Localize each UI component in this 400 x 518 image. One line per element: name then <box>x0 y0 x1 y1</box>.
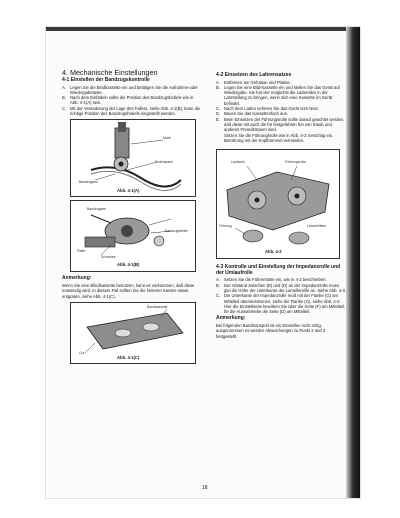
list-4-1 <box>62 85 202 117</box>
figure-caption: Abb. 4-1(A) <box>117 188 140 194</box>
label-fuehrung: Führung <box>219 224 232 229</box>
list-item: C. Mit der Veränderung der Lage des Fallers, siehe Abb. 4-1(B), kann die richtige Position des Bandzugshebels eingestellt werden. <box>62 105 201 117</box>
list-item: A. Setzen Sie die Führerstüse ein, wie in 4-2 beschrieben. <box>216 277 327 283</box>
label-lahrschlitten: Lahrschlitten <box>307 224 327 229</box>
label-laufwerk: Laufwerk <box>231 160 245 165</box>
figure-4-1b <box>70 200 196 272</box>
list-item: B. Legen Sie eine Bild-Kassette ein und stellen Sie das Gerät auf Wiedergabe. Sie hat vier möglichst die Laderollen in der Lahrstellung zu bringen, wenn sich eine Kassette im Gerät befindet. <box>216 84 340 106</box>
figure-4-1a <box>70 119 196 197</box>
right-column <box>216 73 346 340</box>
section-title: 4. Mechanische Einstellungen <box>62 68 158 77</box>
book-spine <box>346 27 360 498</box>
label-bandzugsfeder: Bandzugsfeder <box>165 229 188 234</box>
page-number: 18 <box>202 485 208 491</box>
label-cut: Cut <box>79 350 85 355</box>
figure-4-2 <box>216 149 340 259</box>
figure-caption: Abb. 4-1(C) <box>117 354 140 360</box>
heading-4-2: 4-2 Einsetzen des Lahrensatzes <box>216 72 292 78</box>
label-faller: Faller <box>77 249 86 254</box>
figure-4-2-drawing <box>217 150 339 258</box>
list-item: A. Legen Sie die Bindkassette ein und betätigen Sie die Aufnahme-oder Wiedergabetaste. <box>62 84 198 95</box>
manual-page <box>46 27 360 498</box>
label-schraube: Schraube <box>101 255 116 260</box>
list-item: C. Nach dem Laden nehmen Sie das Gerät vom Netz. <box>216 106 319 112</box>
list-item: B. Nach dem Einfädeln sollte die Position des Bandzugshebels wie in Abb. 4-1(A) sein. <box>62 95 194 106</box>
figure-4-1c-drawing <box>71 303 195 363</box>
note-text: Bei folgenden Bandtransport ist ein Einstellen nicht nötig, ausgenommen es werden Abweichungen zu Punkt 2 und 3 festgestellt. <box>216 323 326 339</box>
label-federspann: Federspann <box>155 160 174 165</box>
heading-4-3: 4-3 Kontrolle und Einstellung der Impedanzrolle und der Umlaufrolle <box>216 264 341 276</box>
figure-caption: Abb. 4-1(B) <box>117 262 140 268</box>
note-text: Wenn Sie eine Blindkassette benutzen, kann es vorkommen, daß diese notwendig wird. In diesem Fall sollten Sie die hinteren Kanten etwas entgraten, siehe Abb. 4-1(C). <box>62 282 195 299</box>
label-bandkassette: Bandkassette <box>147 304 168 309</box>
label-fuehrungsrolle: Führungsrolle <box>285 160 306 165</box>
list-item: B. Der Abstand zwischen (B) und (D) an der Impedanzrolle muss glei die Höhe der Unterkante der Lamellenrille an. Siehe Abb. 4-3. <box>216 282 346 293</box>
label-bandzugarm: Bandzugarm <box>87 207 107 212</box>
note-heading: Anmerkung: <box>62 275 92 282</box>
note-heading: Anmerkung: <box>216 315 246 322</box>
heading-4-1: 4-1 Einstellen der Bandzugskontrolle <box>62 77 150 83</box>
list-item: D. Bauen Sie das Kassettenfach aus. <box>216 111 289 117</box>
figure-4-1c <box>70 302 196 364</box>
paragraph-4-2-extra: Setzen Sie die Führungsrolle wie in Abb. 4-2 vorsichtig ein. Berührung mit der Kopftrommel vermeiden. <box>224 132 334 143</box>
list-4-2 <box>216 80 346 133</box>
list-4-3 <box>216 277 346 314</box>
label-bandzugarm: Bandzugarm <box>79 180 99 185</box>
label-mark: Mark <box>163 136 171 141</box>
figure-caption: Abb. 4-2 <box>265 249 282 255</box>
list-item: E. Beim Einsetzen der Führungsrolle sollte darauf geachtet werden, daß diese mit auch die für festgefahren frei von Staub und anderen Fremdkörpern sind. <box>216 116 345 133</box>
scan-shadow-top <box>46 27 346 31</box>
list-item: C. Die Unterkante der Impedanzrolle muß mit der Flanke (G) am Mittelteil übereinstimmen, siehe die Flanke (G), siehe Abb. 4-3. Hier die Einstellseite bewirken Sie über die Seite (F) am Mittelteil, für die Ausnahmebe die Seite (D) am Mittelteil. <box>216 293 346 315</box>
left-column <box>62 69 202 367</box>
list-item: A. Entfernen Sie Gehäuse und Platine. <box>216 79 291 85</box>
